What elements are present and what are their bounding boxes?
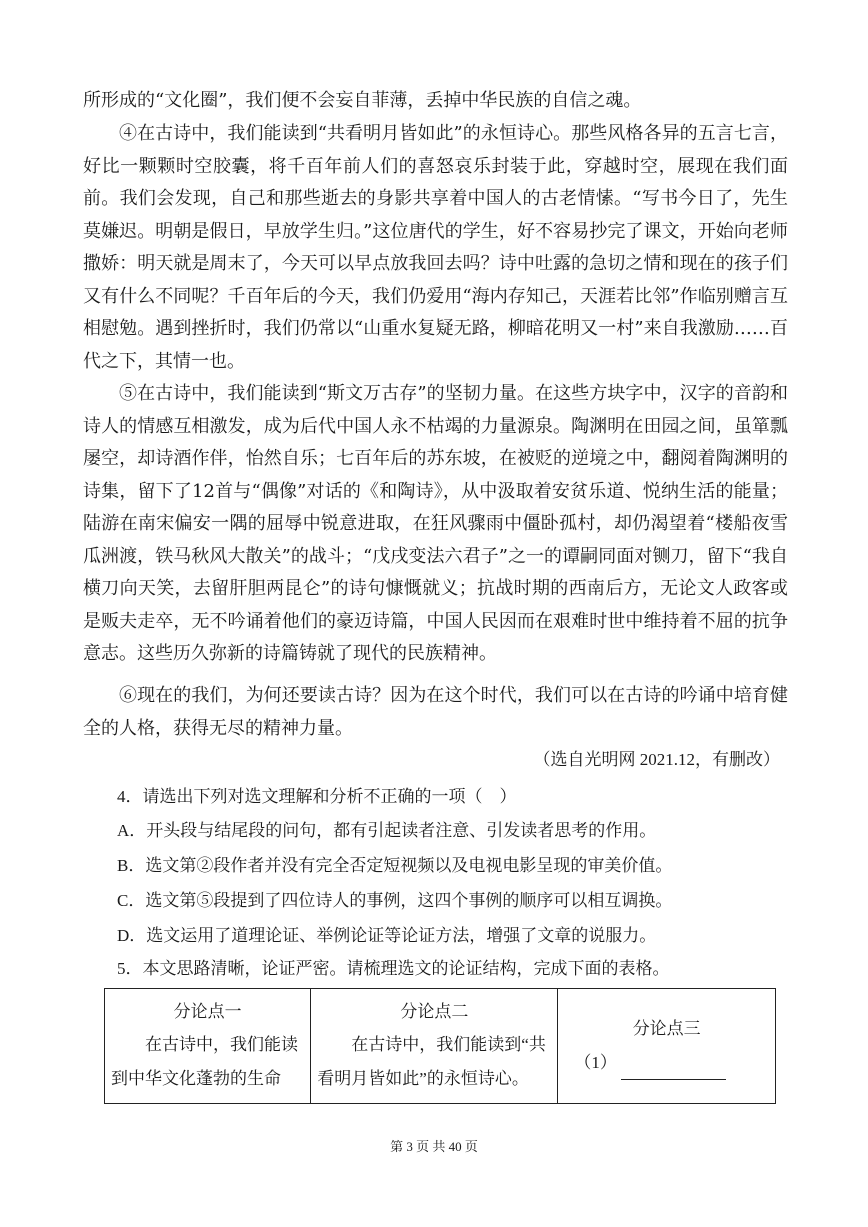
option-b: B．选文第②段作者并没有完全否定短视频以及电视电影呈现的审美价值。 [117, 856, 673, 875]
paragraph-6: ⑥现在的我们，为何还要读古诗？因为在这个时代，我们可以在古诗的吟诵中培育健全的人格，获得无尽的精神力量。 [83, 685, 788, 739]
point-3-heading: 分论点三 [632, 1019, 701, 1038]
table-cell-point-2 [311, 989, 558, 1104]
option-d: D．选文运用了道理论证、举例论证等论证方法，增强了文章的说服力。 [117, 926, 657, 945]
source-citation: （选自光明网 2021.12，有删改） [533, 750, 780, 769]
option-c: C．选文第⑤段提到了四位诗人的事例，这四个事例的顺序可以相互调换。 [117, 891, 673, 910]
paragraph-5: ⑤在古诗中，我们能读到“斯文万古存”的坚韧力量。在这些方块字中，汉字的音韵和诗人的情感互相激发，成为后代中国人永不枯竭的力量源泉。陶渊明在田园之间，虽箪瓢屡空，却诗酒作伴，怡然自乐；七百年后的苏东坡，在被贬的逆境之中，翻阅着陶渊明的诗集，留下了12首与“偶像”对话的《和陶诗》，从中汲取着安贫乐道、悦纳生活的能量；陆游在南宋偏安一隅的屈辱中锐意进取，在狂风骤雨中僵卧孤村，却仍渴望着“楼船夜雪瓜洲渡，铁马秋风大散关”的战斗；“戊戌变法六君子”之一的谭嗣同面对铡刀，留下“我自横刀向天笑，去留肝胆两昆仑”的诗句慷慨就义；抗战时期的西南后方，无论文人政客或是贩夫走卒，无不吟诵着他们的豪迈诗篇，中国人民因而在艰难时世中维持着不屈的抗争意志。这些历久弥新的诗篇铸就了现代的民族精神。 [83, 383, 788, 664]
point-2-heading: 分论点二 [400, 1002, 469, 1021]
question-5: 5．本文思路清晰，论证严密。请梳理选文的论证结构，完成下面的表格。 [117, 959, 670, 978]
paragraph-continuation: 所形成的“文化圈”，我们便不会妄自菲薄，丢掉中华民族的自信之魂。 [83, 90, 642, 111]
table-cell-point-3 [558, 989, 776, 1104]
point-1-heading: 分论点一 [173, 1002, 242, 1021]
table-cell-point-1 [105, 989, 311, 1104]
option-a: A．开头段与结尾段的问句，都有引起读者注意、引发读者思考的作用。 [117, 821, 657, 840]
argument-structure-table [104, 988, 776, 1104]
point-2-body: 在古诗中，我们能读到“共看明月皆如此”的永恒诗心。 [317, 1035, 546, 1088]
answer-blank[interactable] [621, 1059, 726, 1080]
question-4: 4．请选出下列对选文理解和分析不正确的一项（ ） [117, 787, 517, 806]
point-3-blank-label: （1） [574, 1053, 617, 1072]
paragraph-4: ④在古诗中，我们能读到“共看明月皆如此”的永恒诗心。那些风格各异的五言七言，好比一颗颗时空胶囊，将千百年前人们的喜怒哀乐封装于此，穿越时空，展现在我们面前。我们会发现，自己和那些逝去的身影共享着中国人的古老情愫。“写书今日了，先生莫嫌迟。明朝是假日，早放学生归。”这位唐代的学生，好不容易抄完了课文，开始向老师撒娇：明天就是周末了，今天可以早点放我回去吗？诗中吐露的急切之情和现在的孩子们又有什么不同呢？千百年后的今天，我们仍爱用“海内存知己，天涯若比邻”作临别赠言互相慰勉。遇到挫折时，我们仍常以“山重水复疑无路，柳暗花明又一村”来自我激励……百代之下，其情一也。 [83, 123, 788, 372]
point-1-body: 在古诗中，我们能读到中华文化蓬勃的生命 [111, 1035, 298, 1088]
page-footer: 第 3 页 共 40 页 [390, 1139, 478, 1154]
point-3-answer-line[interactable] [564, 1046, 769, 1080]
